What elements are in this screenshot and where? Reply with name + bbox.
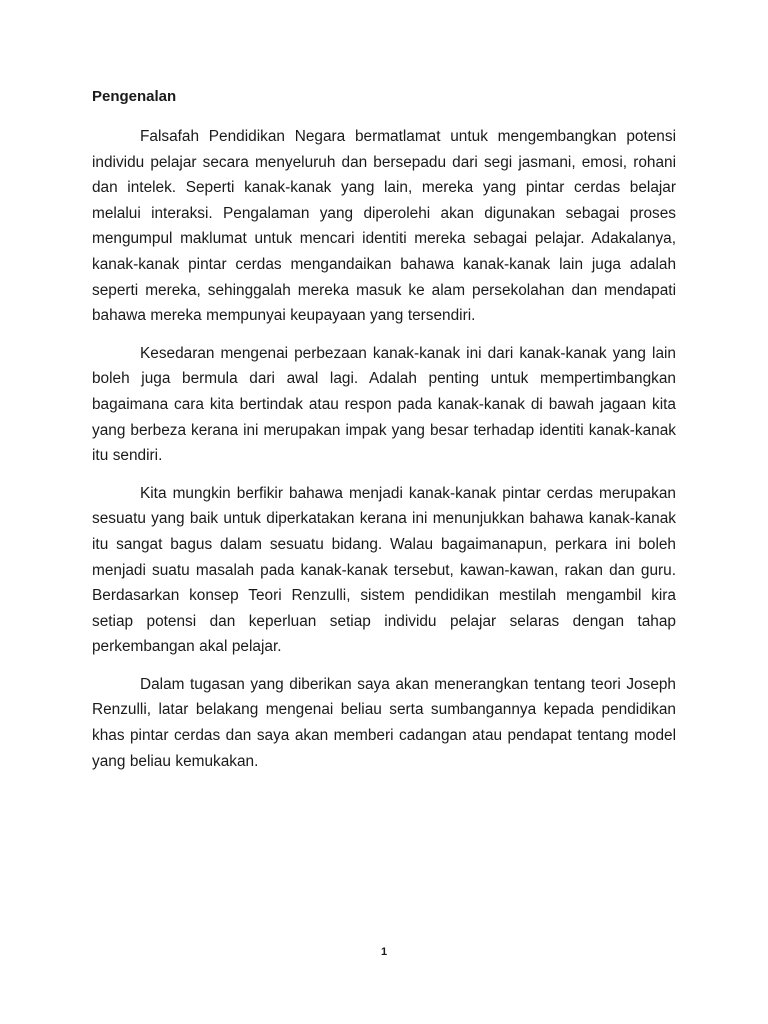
document-page (92, 84, 676, 786)
paragraph-1: Falsafah Pendidikan Negara bermatlamat untuk mengembangkan potensi individu pelajar secara menyeluruh dan bersepadu dari segi jasmani, emosi, rohani dan intelek. Seperti kanak-kanak yang lain, mereka yang pintar cerdas belajar melalui interaksi. Pengalaman yang diperolehi akan digunakan sebagai proses mengumpul maklumat untuk mencari identiti mereka sebagai pelajar. Adakalanya, kanak-kanak pintar cerdas mengandaikan bahawa kanak-kanak lain juga adalah seperti mereka, sehinggalah mereka masuk ke alam persekolahan dan mendapati bahawa mereka mempunyai keupayaan yang tersendiri. (92, 128, 676, 325)
paragraph-2: Kesedaran mengenai perbezaan kanak-kanak ini dari kanak-kanak yang lain boleh juga bermula dari awal lagi. Adalah penting untuk mempertimbangkan bagaimana cara kita bertindak atau respon pada kanak-kanak di bawah jagaan kita yang berbeza kerana ini merupakan impak yang besar terhadap identiti kanak-kanak itu sendiri. (92, 344, 676, 465)
paragraph-3: Kita mungkin berfikir bahawa menjadi kanak-kanak pintar cerdas merupakan sesuatu yang baik untuk diperkatakan kerana ini menunjukkan bahawa kanak-kanak itu sangat bagus dalam sesuatu bidang. Walau bagaimanapun, perkara ini boleh menjadi suatu masalah pada kanak-kanak tersebut, kawan-kawan, rakan dan guru. Berdasarkan konsep Teori Renzulli, sistem pendidikan mestilah mengambil kira setiap potensi dan keperluan setiap individu pelajar selaras dengan tahap perkembangan akal pelajar. (92, 484, 676, 656)
paragraph-4: Dalam tugasan yang diberikan saya akan menerangkan tentang teori Joseph Renzulli, latar belakang mengenai beliau serta sumbangannya kepada pendidikan khas pintar cerdas dan saya akan memberi cadangan atau pendapat tentang model yang beliau kemukakan. (92, 675, 676, 770)
section-heading: Pengenalan (92, 88, 177, 105)
page-number: 1 (380, 946, 388, 958)
